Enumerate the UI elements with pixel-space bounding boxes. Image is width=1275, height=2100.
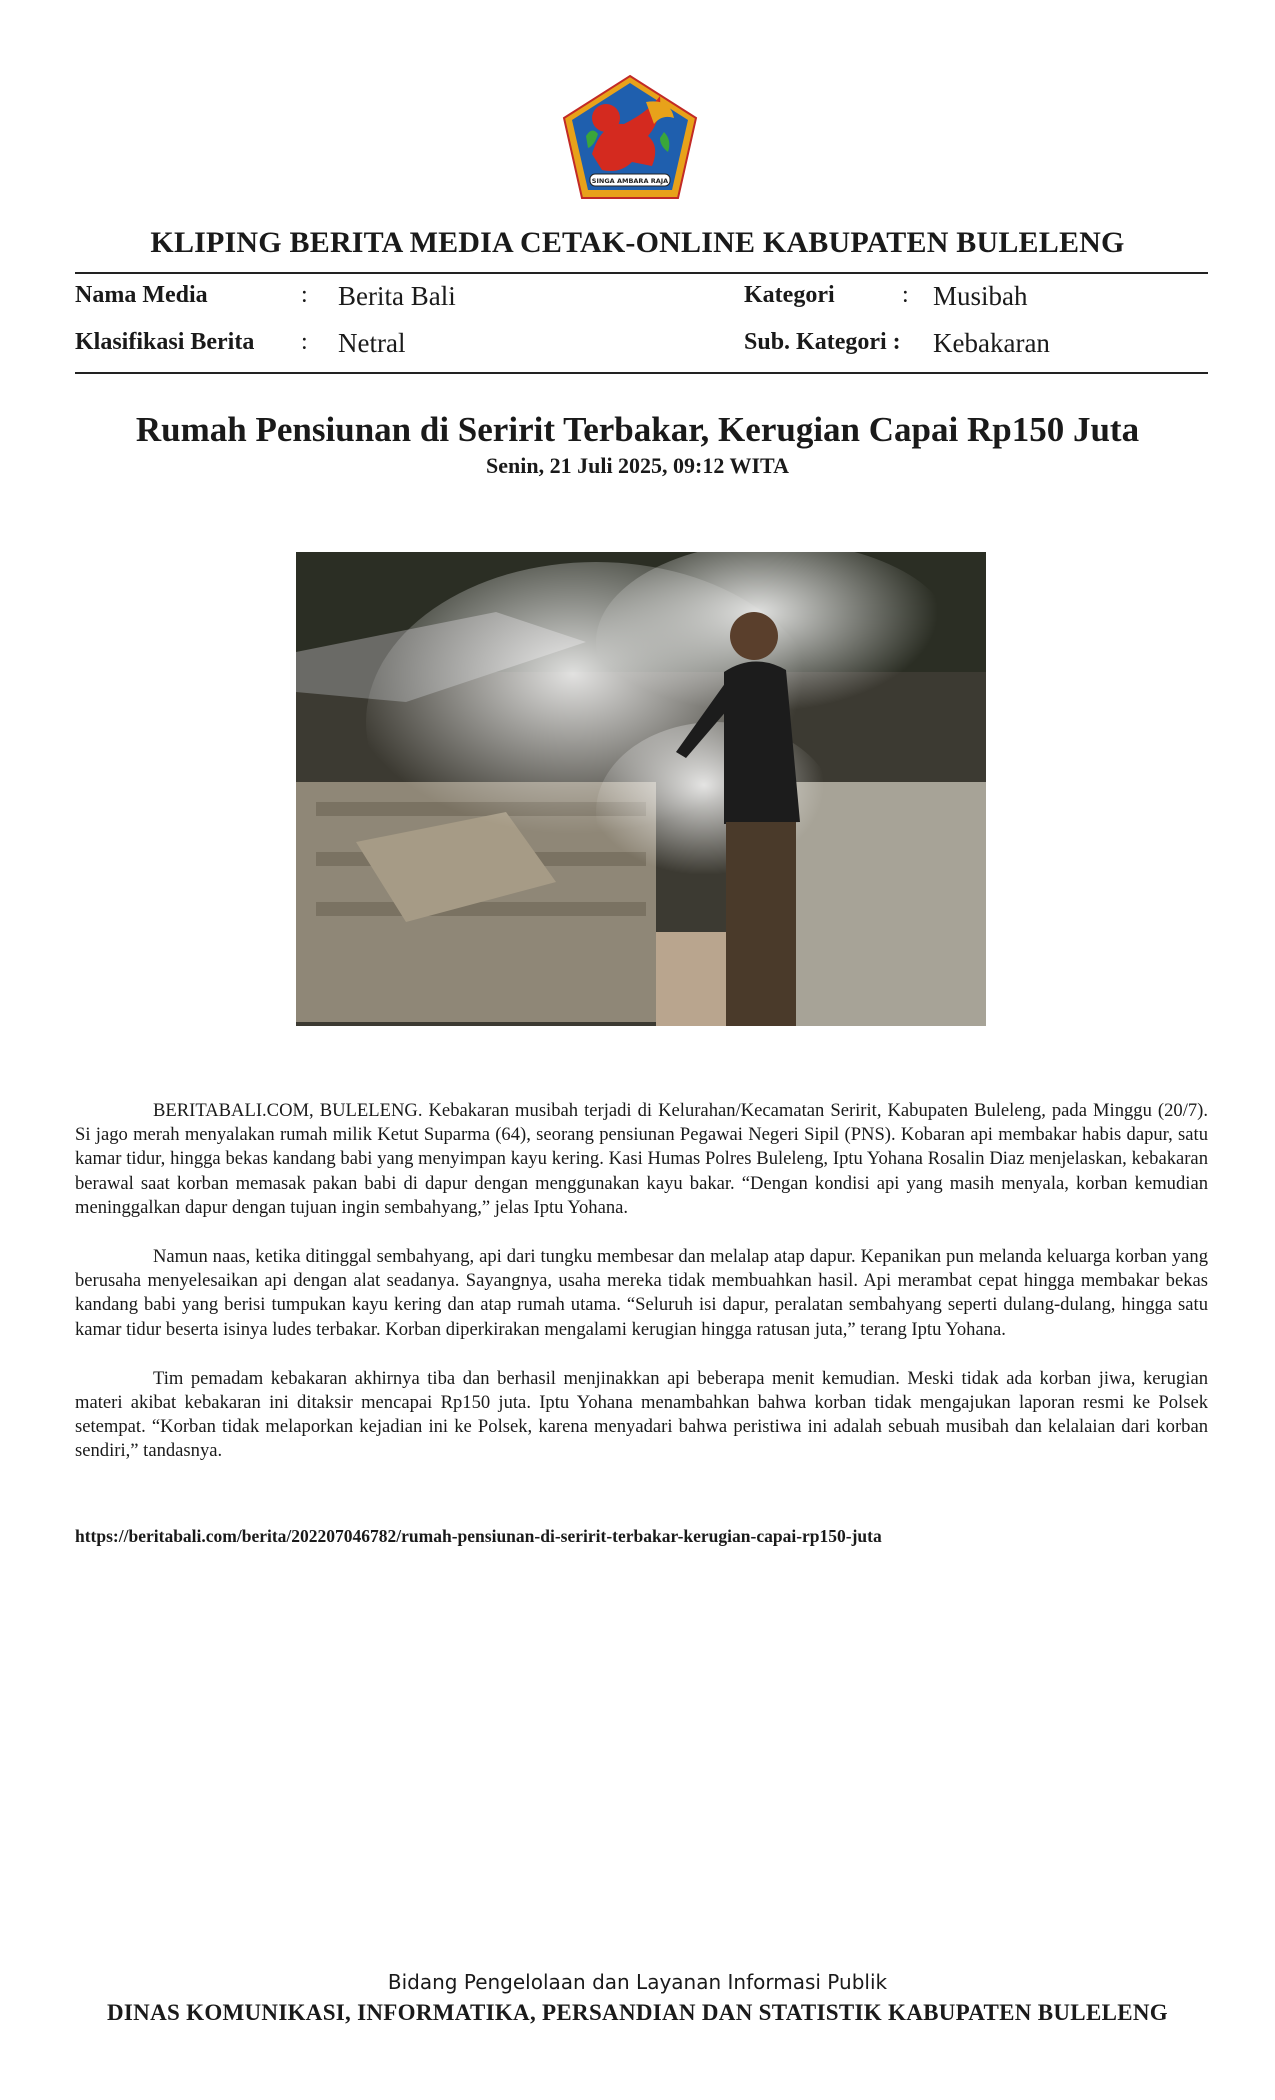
bottom-rule: [75, 372, 1208, 374]
document-title: KLIPING BERITA MEDIA CETAK-ONLINE KABUPATEN BULELENG: [150, 226, 1125, 259]
nama-media-colon: :: [301, 282, 308, 308]
article-paragraph: BERITABALI.COM, BULELENG. Kebakaran musibah terjadi di Kelurahan/Kecamatan Seririt, Kabupaten Buleleng, pada Minggu (20/7). Si jago merah menyalakan rumah milik Ketut Suparma (64), seorang pensiunan Pegawai Negeri Sipil (PNS). Kobaran api membakar habis dapur, satu kamar tidur, hingga bekas kandang babi yang menyimpan kayu kering. Kasi Humas Polres Buleleng, Iptu Yohana Rosalin Diaz menjelaskan, kebakaran berawal saat korban memasak pakan babi di dapur dengan menggunakan kayu bakar. “Dengan kondisi api yang masih menyala, korban kemudian meninggalkan dapur dengan tujuan ingin sembahyang,” jelas Iptu Yohana.: [75, 1100, 1208, 1218]
klasifikasi-label: Klasifikasi Berita: [75, 329, 255, 355]
sub-kategori-label: Sub. Kategori :: [744, 329, 901, 355]
footer-division: Bidang Pengelolaan dan Layanan Informasi Publik: [387, 1970, 888, 1994]
logo-motto: SINGA AMBARA RAJA: [591, 177, 669, 185]
news-photo: [296, 552, 986, 1026]
nama-media-value: Berita Bali: [338, 281, 456, 311]
footer-agency: DINAS KOMUNIKASI, INFORMATIKA, PERSANDIAN DAN STATISTIK KABUPATEN BULELENG: [107, 2000, 1168, 2025]
top-rule: [75, 272, 1208, 274]
article-paragraph: Namun naas, ketika ditinggal sembahyang, api dari tungku membesar dan melalap atap dapur. Kepanikan pun melanda keluarga korban yang berusaha menyelesaikan api dengan alat seadanya. Sayangnya, usaha mereka tidak membuahkan hasil. Api merambat cepat hingga membakar bekas kandang babi yang berisi tumpukan kayu kering dan atap rumah utama. “Seluruh isi dapur, peralatan sembahyang seperti dulang-dulang, hingga satu kamar tidur beserta isinya ludes terbakar. Korban diperkirakan mengalami kerugian hingga ratusan juta,” terang Iptu Yohana.: [75, 1246, 1208, 1340]
article-date: Senin, 21 Juli 2025, 09:12 WITA: [486, 453, 789, 478]
article-paragraph: Tim pemadam kebakaran akhirnya tiba dan berhasil menjinakkan api beberapa menit kemudian. Meski tidak ada korban jiwa, kerugian materi akibat kebakaran ini ditaksir mencapai Rp150 juta. Iptu Yohana menambahkan bahwa korban tidak mengajukan laporan resmi ke Polsek setempat. “Korban tidak melaporkan kejadian ini ke Polsek, karena menyadari bahwa peristiwa ini adalah sebuah musibah dan kelalaian dari korban sendiri,” tandasnya.: [75, 1367, 1208, 1462]
source-link[interactable]: https://beritabali.com/berita/202207046782/rumah-pensiunan-di-seririt-terbakar-kerugian-capai-rp150-juta: [75, 1526, 882, 1546]
article-headline: Rumah Pensiunan di Seririt Terbakar, Kerugian Capai Rp150 Juta: [135, 410, 1140, 449]
kategori-value: Musibah: [933, 281, 1028, 311]
sub-kategori-value: Kebakaran: [933, 328, 1050, 358]
kategori-colon: :: [902, 282, 909, 308]
nama-media-label: Nama Media: [75, 282, 208, 308]
article-body: [75, 1099, 1208, 1489]
kategori-label: Kategori: [744, 282, 835, 308]
buleleng-logo: [562, 74, 698, 200]
klasifikasi-value: Netral: [338, 328, 406, 358]
klasifikasi-colon: :: [301, 329, 308, 355]
